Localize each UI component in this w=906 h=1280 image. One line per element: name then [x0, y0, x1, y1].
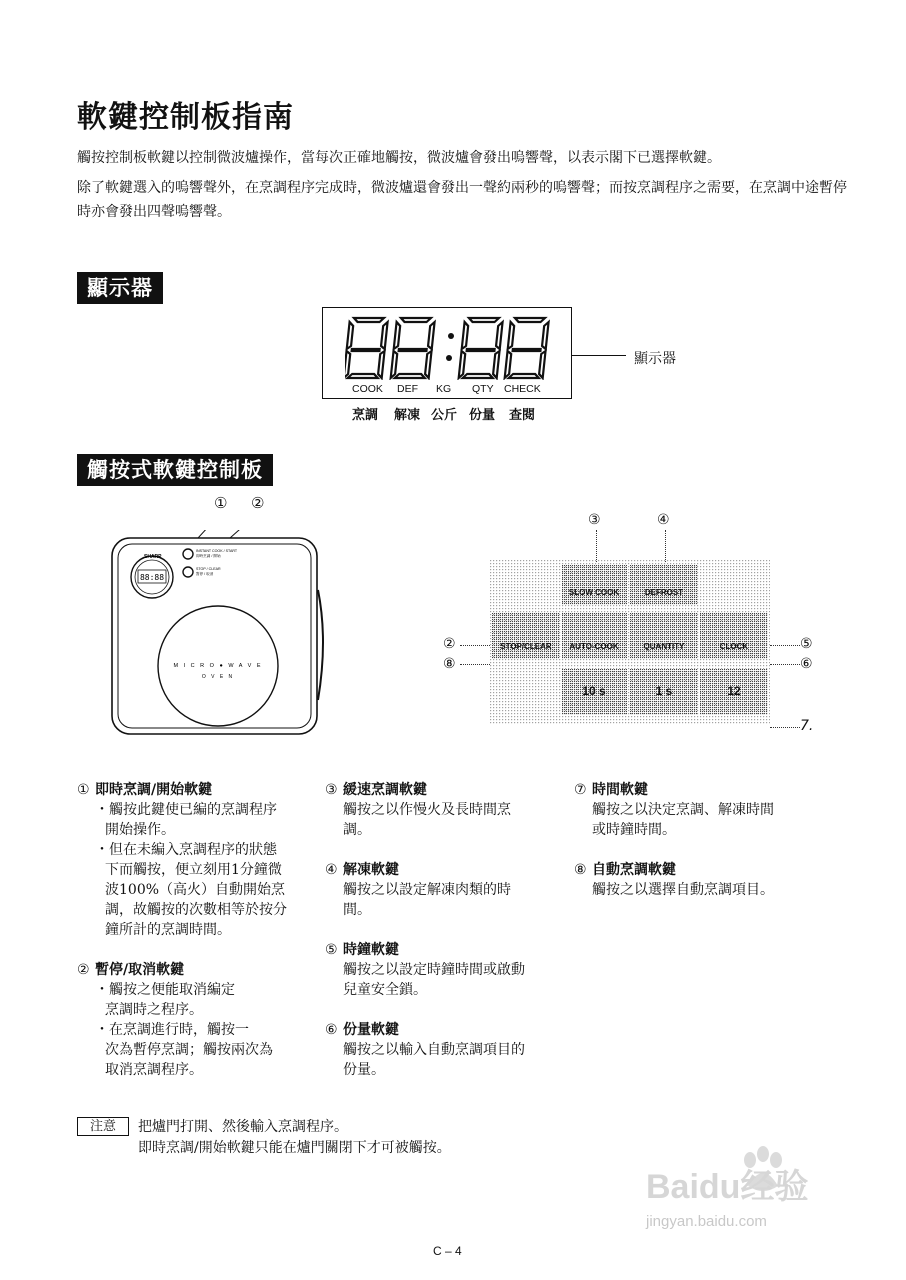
desc-3-line-1: 觸按之以作慢火及長時間烹	[343, 802, 511, 818]
indicator-cn-kg: 公斤	[431, 408, 458, 423]
desc-8-line-1: 觸按之以選擇自動烹調項目。	[592, 882, 774, 898]
indicator-cook: COOK	[352, 383, 383, 395]
desc-4-line-2: 間。	[343, 902, 371, 918]
indicator-cn-def: 解凍	[394, 408, 421, 423]
panel-callout-7: 7.	[800, 718, 814, 734]
desc-2-num: ②	[77, 962, 90, 978]
page-title: 軟鍵控制板指南	[77, 100, 294, 135]
note-label: 注意	[77, 1117, 129, 1136]
indicator-cn-check: 查閱	[509, 408, 536, 423]
desc-col-2	[325, 780, 570, 1080]
desc-7-line-1: 觸按之以決定烹調、解凍時間	[592, 802, 774, 818]
key-slow-cook: SLOW COOK	[568, 588, 620, 597]
key-1s: 1 s	[655, 684, 673, 698]
intro-paragraph-2: 除了軟鍵選入的嗚響聲外，在烹調程序完成時，微波爐還會發出一聲約兩秒的嗚響聲；而按烹調程序之需要，在烹調中途暫停時亦會發出四聲嗚響聲。	[77, 180, 847, 220]
desc-1-line-5: 波100%（高火）自動開始烹	[105, 882, 286, 898]
desc-7-num: ⑦	[574, 782, 587, 798]
key-stop-clear: STOP/CLEAR	[500, 642, 552, 651]
desc-6-line-1: 觸按之以輸入自動烹調項目的	[343, 1042, 525, 1058]
svg-text:M I C R O ● W A V E: M I C R O ● W A V E	[173, 663, 263, 669]
baidu-watermark-logo	[638, 1140, 868, 1235]
indicator-cn-cook: 烹調	[352, 408, 379, 423]
desc-1-line-7: 鐘所計的烹調時間。	[105, 922, 231, 938]
desc-8-head: 自動烹調軟鍵	[592, 862, 676, 878]
desc-2-line-4: 次為暫停烹調；觸按兩次為	[105, 1042, 273, 1058]
desc-1-line-2: 開始操作。	[105, 822, 175, 838]
desc-col-1	[77, 780, 322, 1080]
display-callout-line	[572, 355, 626, 356]
desc-2-line-5: 取消烹調程序。	[105, 1062, 203, 1078]
panel-callout-2: ②	[443, 636, 456, 652]
svg-text:STOP / CLEAR: STOP / CLEAR	[196, 567, 221, 571]
desc-1-line-1: ・觸按此鍵使已編的烹調程序	[95, 802, 277, 818]
desc-2-line-3: ・在烹調進行時，觸按一	[95, 1022, 249, 1038]
display-section-heading: 顯示器	[77, 272, 163, 304]
leader-7	[770, 727, 800, 728]
svg-text:暫停 / 取消: 暫停 / 取消	[196, 572, 214, 576]
oven-brand: SHARP	[144, 554, 162, 560]
leader-5	[770, 645, 800, 646]
oven-callout-1: ①	[214, 494, 228, 512]
oven-mini-display: 88:88	[139, 573, 165, 582]
display-digits-graphic	[345, 316, 555, 380]
panel-callout-6: ⑥	[800, 656, 813, 672]
indicator-qty: QTY	[472, 383, 494, 395]
leader-2	[460, 645, 490, 646]
panel-callout-4: ④	[657, 512, 670, 528]
desc-8-num: ⑧	[574, 862, 587, 878]
note-line-1: 把爐門打開、然後輸入烹調程序。	[138, 1119, 348, 1135]
indicator-def: DEF	[397, 383, 418, 395]
leader-6	[770, 664, 800, 665]
svg-text:O V E N: O V E N	[201, 674, 235, 680]
desc-2-head: 暫停/取消軟鍵	[95, 962, 185, 978]
leader-8	[460, 664, 490, 665]
desc-1-head: 即時烹調/開始軟鍵	[95, 782, 213, 798]
indicator-cn-qty: 份量	[469, 408, 496, 423]
desc-6-line-2: 份量。	[343, 1062, 385, 1078]
desc-1-line-3: ・但在未編入烹調程序的狀態	[95, 842, 277, 858]
desc-6-head: 份量軟鍵	[343, 1022, 399, 1038]
panel-callout-5: ⑤	[800, 636, 813, 652]
desc-5-head: 時鐘軟鍵	[343, 942, 399, 958]
indicator-kg: KG	[436, 383, 452, 395]
panel-callout-3: ③	[588, 512, 601, 528]
desc-col-3	[574, 780, 834, 900]
desc-6-num: ⑥	[325, 1022, 338, 1038]
oven-illustration	[110, 530, 326, 738]
svg-text:INSTANT COOK / START: INSTANT COOK / START	[196, 549, 238, 553]
desc-4-num: ④	[325, 862, 338, 878]
desc-4-line-1: 觸按之以設定解凍肉類的時	[343, 882, 511, 898]
panel-section-heading: 觸按式軟鍵控制板	[77, 454, 273, 486]
watermark-url: jingyan.baidu.com	[646, 1213, 767, 1230]
note-line-2: 即時烹調/開始軟鍵只能在爐門關閉下才可被觸按。	[138, 1140, 451, 1156]
desc-1-num: ①	[77, 782, 90, 798]
desc-2-line-2: 烹調時之程序。	[105, 1002, 203, 1018]
desc-5-line-1: 觸按之以設定時鐘時間或啟動	[343, 962, 525, 978]
intro-paragraph-1: 觸按控制板軟鍵以控制微波爐操作，當每次正確地觸按，微波爐會發出嗚響聲，以表示閣下已選擇軟鍵。	[77, 150, 721, 166]
panel-callout-8: ⑧	[443, 656, 456, 672]
key-auto-cook: AUTO-COOK	[569, 642, 619, 651]
svg-text:即時烹調 / 開始: 即時烹調 / 開始	[196, 554, 221, 558]
oven-callout-2: ②	[251, 494, 265, 512]
desc-5-line-2: 兒童安全鎖。	[343, 982, 427, 998]
page-number: C – 4	[433, 1244, 462, 1258]
desc-3-line-2: 調。	[343, 822, 371, 838]
desc-3-head: 緩速烹調軟鍵	[343, 782, 427, 798]
desc-7-line-2: 或時鐘時間。	[592, 822, 676, 838]
key-10s: 10 s	[582, 684, 606, 698]
key-clock: CLOCK	[719, 642, 749, 651]
control-panel-illustration	[490, 545, 770, 725]
desc-1-line-4: 下而觸按，便立刻用1分鐘微	[105, 862, 282, 878]
desc-7-head: 時間軟鍵	[592, 782, 648, 798]
key-quantity: QUANTITY	[643, 642, 685, 651]
desc-5-num: ⑤	[325, 942, 338, 958]
watermark-brand: Baidu经验	[646, 1168, 809, 1206]
indicator-check: CHECK	[504, 383, 541, 395]
display-callout-label: 顯示器	[634, 351, 676, 367]
desc-4-head: 解凍軟鍵	[343, 862, 399, 878]
desc-1-line-6: 調，故觸按的次數相等於按分	[105, 902, 287, 918]
key-12: 12	[727, 684, 741, 698]
desc-2-line-1: ・觸按之便能取消編定	[95, 982, 235, 998]
desc-3-num: ③	[325, 782, 338, 798]
key-defrost: DEFROST	[644, 588, 684, 597]
